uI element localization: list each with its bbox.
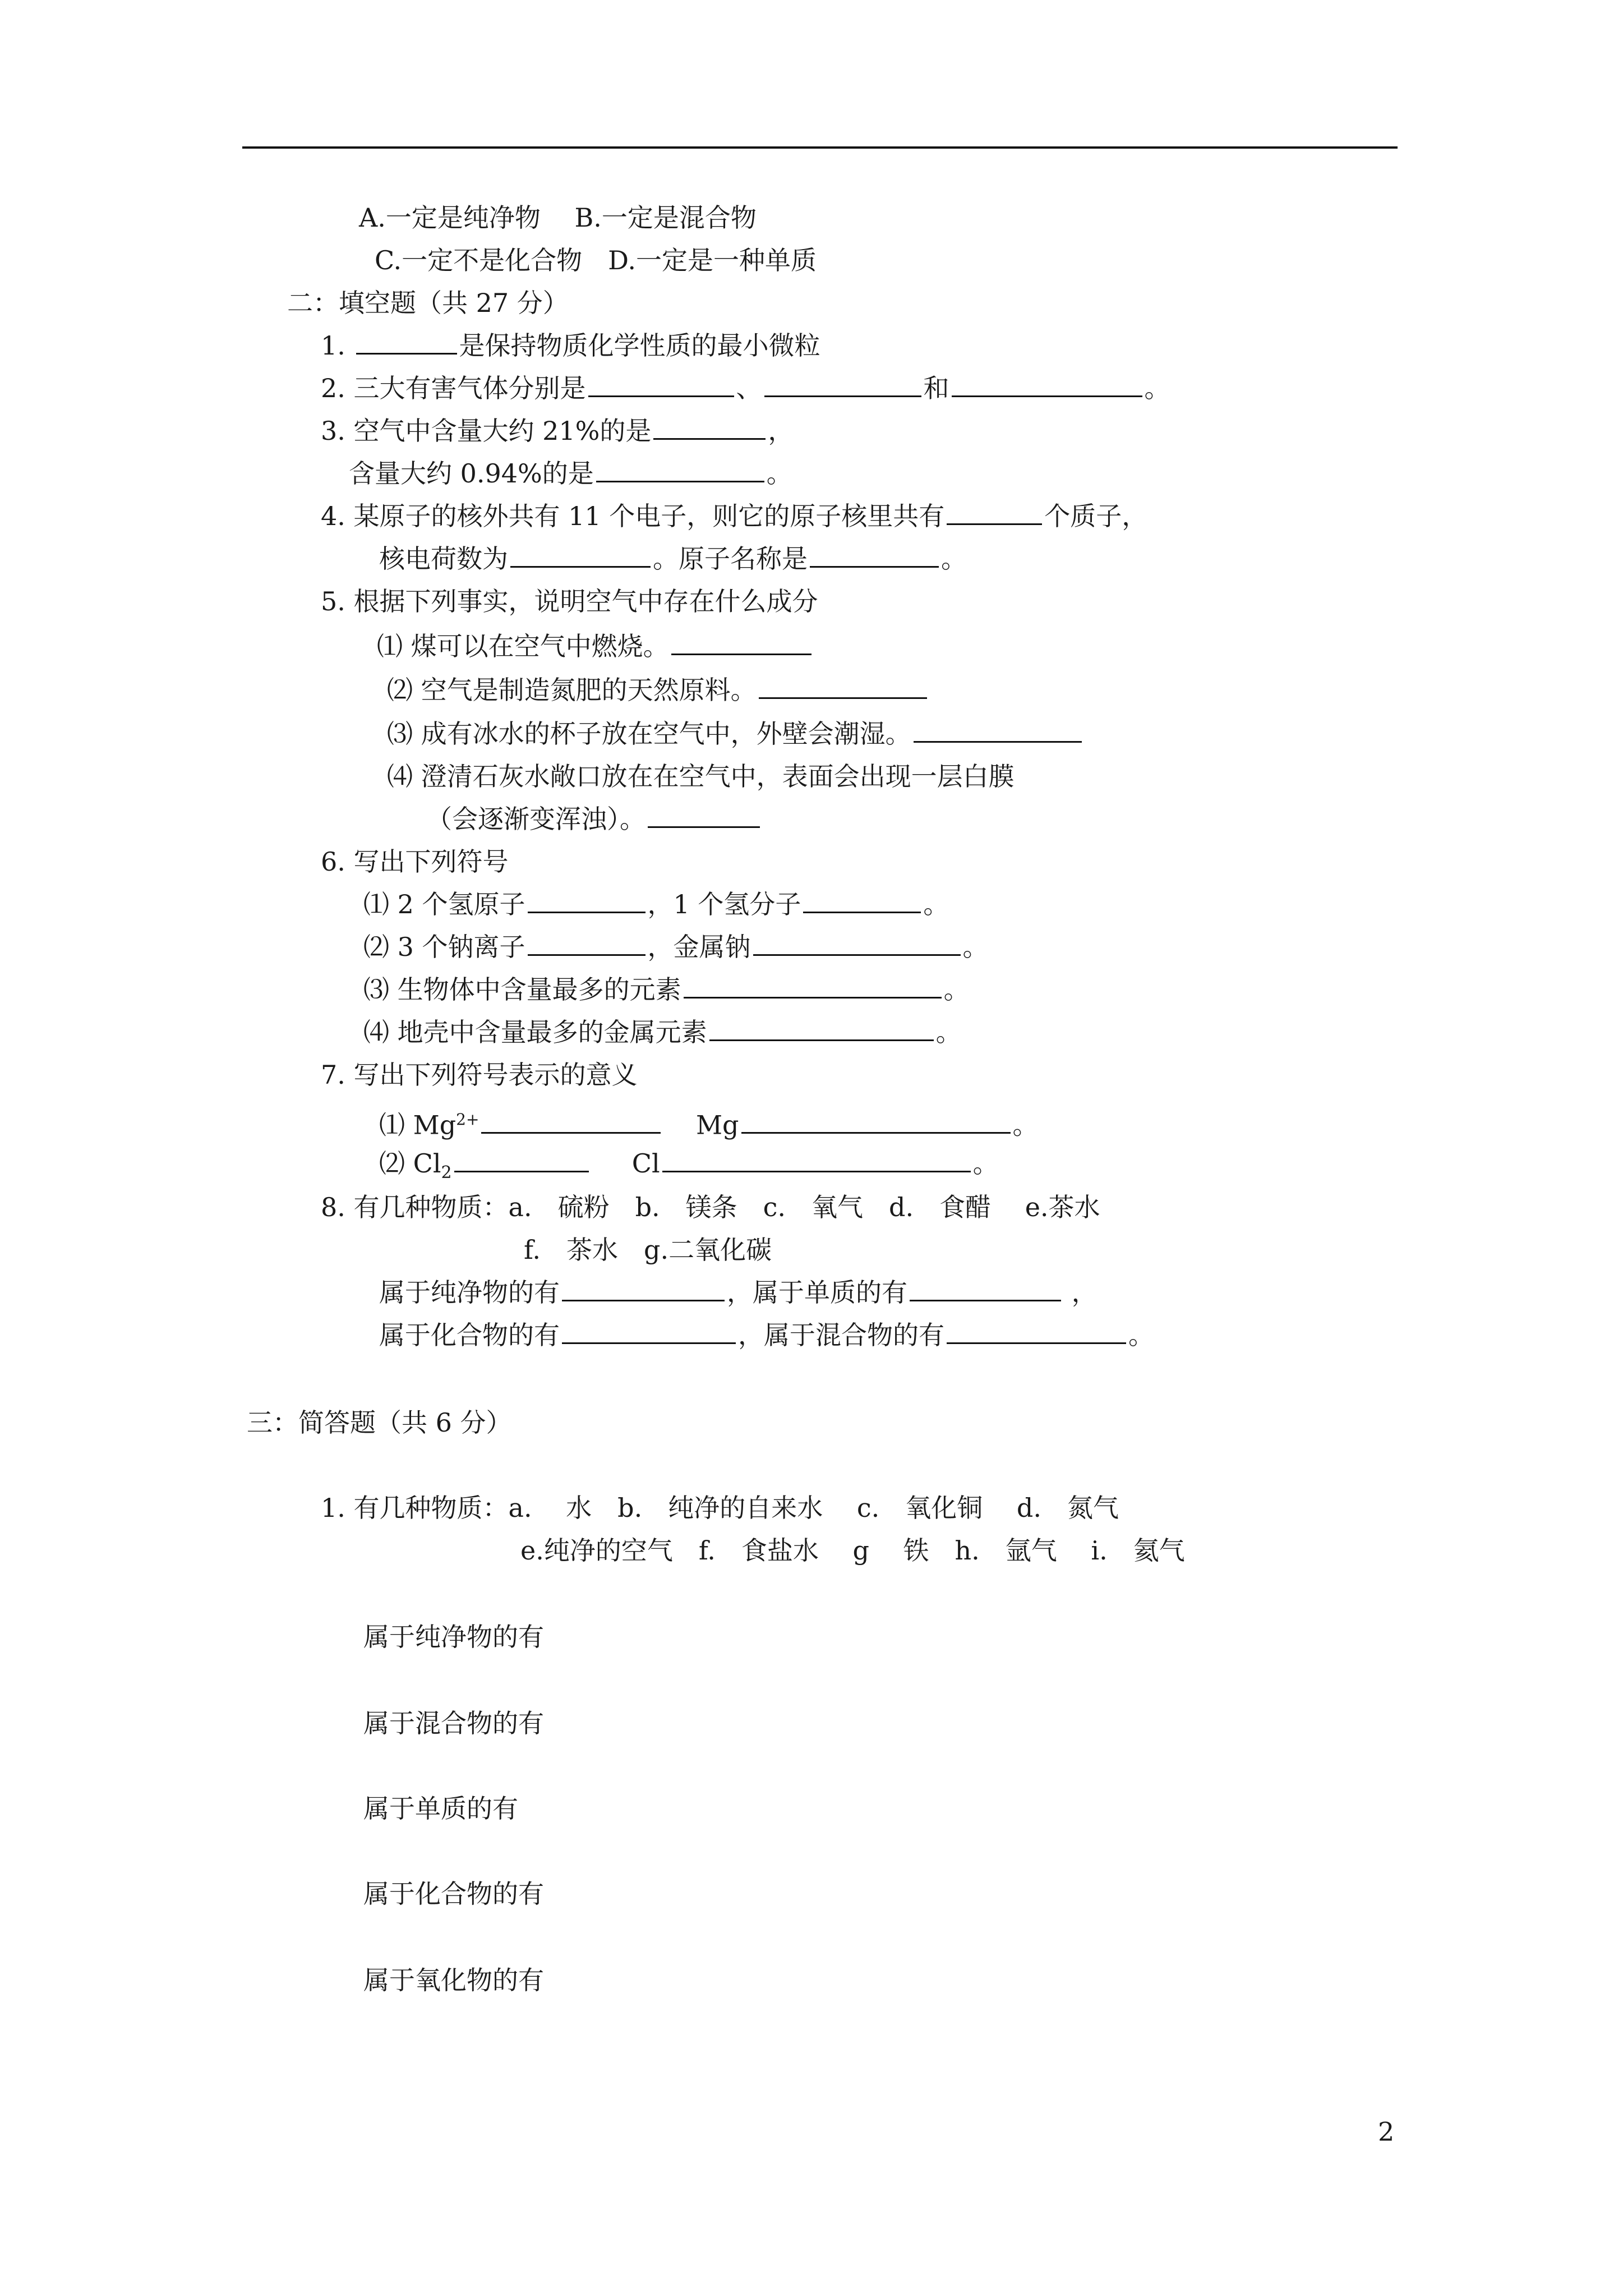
page-number: 2 [1378,2116,1395,2147]
answer-compound: 属于化合物的有 [363,1879,544,1909]
s3-q1-line2: e.纯净的空气 f. 食盐水 g 铁 h. 氩气 i. 氦气 [520,1535,1185,1566]
q5-s4b: （会逐渐变浑浊）。 [426,801,762,837]
q5-s4: ⑷ 澄清石灰水敞口放在在空气中，表面会出现一层白膜 [387,761,1015,792]
q4-blank-2[interactable] [510,541,651,568]
q6-blank-3[interactable] [528,930,645,956]
q6-blank-6[interactable] [709,1015,934,1041]
q8-blank-3[interactable] [562,1318,736,1344]
q6-blank-4[interactable] [753,930,961,956]
q5: 5. 根据下列事实，说明空气中存在什么成分 [321,586,818,616]
q5-blank-3[interactable] [914,716,1082,743]
q8-line3: 属于纯净物的有 ，属于单质的有 ， [379,1274,1098,1310]
mc-options-line1: A.一定是纯净物 B.一定是混合物 [359,203,757,233]
section3-heading: 三：简答题（共 6 分） [247,1407,512,1438]
q8-blank-2[interactable] [910,1275,1061,1301]
answer-pure: 属于纯净物的有 [363,1622,544,1652]
q6-blank-1[interactable] [528,887,645,913]
header-rule [242,146,1398,149]
answer-mixture: 属于混合物的有 [363,1708,544,1738]
q3: 3. 空气中含量大约 21%的是 ， [321,413,794,449]
q7-s1: ⑴ $Mg^{2+}$ Mg 。 [379,1102,1039,1143]
q6-s3: ⑶ 生物体中含量最多的元素 。 [363,972,970,1007]
q5-s1: ⑴ 煤可以在空气中燃烧。 [377,628,814,664]
q4-line2: 核电荷数为 。原子名称是 。 [379,541,967,577]
q5-s3: ⑶ 成有冰水的杯子放在空气中，外壁会潮湿。 [387,716,1084,752]
q4: 4. 某原子的核外共有 11 个电子，则它的原子核里共有 个质子， [321,498,1147,534]
q8-blank-4[interactable] [947,1318,1126,1344]
section2-heading: 二：填空题（共 27 分） [287,288,569,318]
q3-blank-1[interactable] [653,413,766,440]
q1-blank[interactable] [356,328,457,355]
q8: 8. 有几种物质：a. 硫粉 b. 镁条 c. 氧气 d. 食醋 e.茶水 [321,1192,1100,1222]
q8-line4: 属于化合物的有 ，属于混合物的有 。 [379,1317,1154,1353]
q2-blank-1[interactable] [588,371,734,397]
q7-blank-4[interactable] [662,1146,971,1172]
q5-blank-4[interactable] [648,802,760,828]
q7-blank-3[interactable] [454,1146,589,1172]
answer-element: 属于单质的有 [363,1793,518,1824]
q6: 6. 写出下列符号 [321,846,509,877]
q2-blank-2[interactable] [764,371,921,397]
q5-blank-2[interactable] [759,673,927,699]
q3-line2: 含量大约 0.94%的是 。 [349,455,792,491]
q8-line2: f. 茶水 g.二氧化碳 [524,1235,772,1265]
q7-blank-2[interactable] [741,1107,1011,1134]
q5-blank-1[interactable] [671,629,811,655]
q7-blank-1[interactable] [481,1107,661,1134]
q6-s4: ⑷ 地壳中含量最多的金属元素 。 [363,1014,962,1050]
q4-blank-3[interactable] [810,541,939,568]
mc-options-line2: C.一定不是化合物 D.一定是一种单质 [375,245,817,275]
q5-s2: ⑵ 空气是制造氮肥的天然原料。 [387,672,929,708]
q2: 2. 三大有害气体分别是 、 和 。 [321,370,1170,406]
answer-oxide: 属于氧化物的有 [363,1965,544,1995]
q7-s2: ⑵ $Cl_2$ Cl 。 [379,1145,999,1191]
q8-blank-1[interactable] [562,1275,725,1301]
q6-blank-5[interactable] [684,972,942,999]
q7: 7. 写出下列符号表示的意义 [321,1060,638,1090]
q3-blank-2[interactable] [596,456,764,482]
q1: 1. 是保持物质化学性质的最小微粒 [321,328,820,364]
q6-s1: ⑴ 2 个氢原子 ，1 个氢分子 。 [363,886,949,922]
q4-blank-1[interactable] [947,499,1042,525]
q6-s2: ⑵ 3 个钠离子 ，金属钠 。 [363,929,989,965]
s3-q1: 1. 有几种物质：a. 水 b. 纯净的自来水 c. 氧化铜 d. 氮气 [321,1493,1119,1523]
q2-blank-3[interactable] [952,371,1142,397]
q6-blank-2[interactable] [803,887,921,913]
